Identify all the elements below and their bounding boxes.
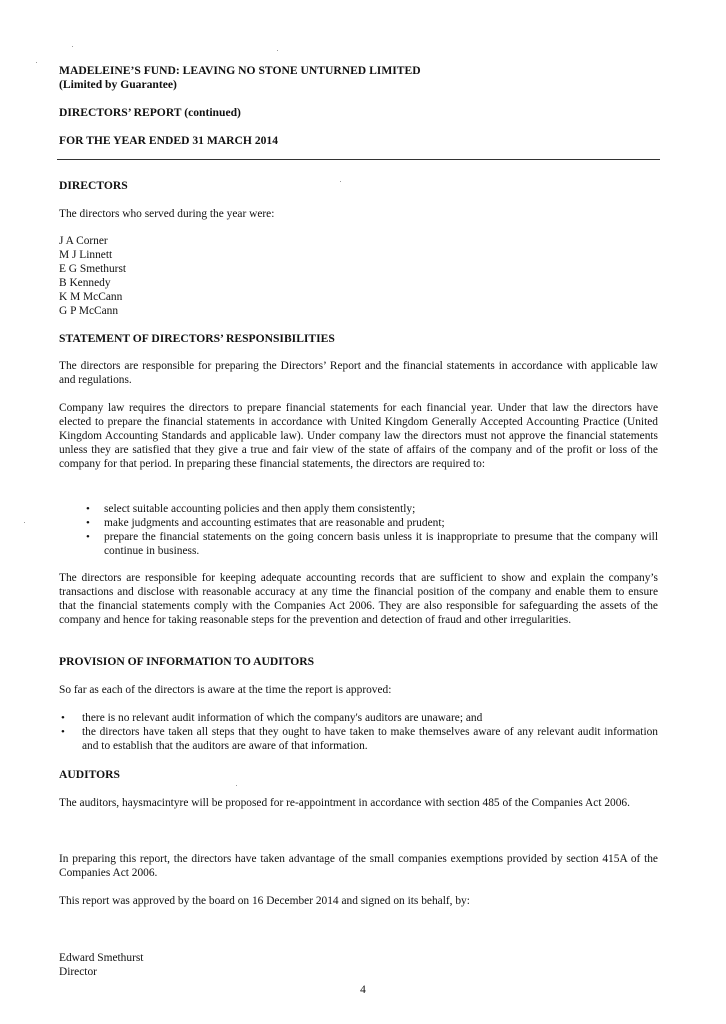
responsibilities-heading: STATEMENT OF DIRECTORS’ RESPONSIBILITIES xyxy=(59,332,335,345)
bullet-item xyxy=(86,502,658,516)
bullet-icon: • xyxy=(86,503,90,515)
provision-intro: So far as each of the directors is aware at the time the report is approved: xyxy=(59,684,392,696)
company-type: (Limited by Guarantee) xyxy=(59,78,177,91)
scan-speck xyxy=(72,46,73,47)
bullet-text: make judgments and accounting estimates that are reasonable and prudent; xyxy=(104,517,445,529)
company-name: MADELEINE’S FUND: LEAVING NO STONE UNTURNED LIMITED xyxy=(59,64,421,77)
bullet-icon: • xyxy=(61,712,65,724)
bullet-text: prepare the financial statements on the going concern basis unless it is inappropriate to presume that the company will continue in business. xyxy=(104,531,658,557)
responsibilities-bullet-list xyxy=(86,502,658,558)
bullet-item xyxy=(59,711,658,725)
bullet-item xyxy=(86,530,658,558)
bullet-text: there is no relevant audit information of which the company's auditors are unaware; and xyxy=(82,712,483,724)
approval-text: This report was approved by the board on 16 December 2014 and signed on its behalf, by: xyxy=(59,895,470,907)
scan-speck xyxy=(24,522,25,523)
bullet-text: the directors have taken all steps that they ought to have taken to make themselves aware of any relevant audit information and to establish that the auditors are aware of that information. xyxy=(82,726,658,752)
directors-intro: The directors who served during the year were: xyxy=(59,208,275,220)
report-title: DIRECTORS’ REPORT (continued) xyxy=(59,106,241,119)
directors-heading: DIRECTORS xyxy=(59,179,128,192)
responsibilities-paragraph-3: The directors are responsible for keeping adequate accounting records that are sufficient to show and explain the company’s transactions and disclose with reasonable accuracy at any time the financial position of the company and enable them to ensure that the financial statements comply with the Companies Act 2006. They are also responsible for safeguarding the assets of the company and hence for taking reasonable steps for the prevention and detection of fraud and other irregularities. xyxy=(59,572,658,626)
responsibilities-paragraph-1: The directors are responsible for preparing the Directors’ Report and the financial statements in accordance with applicable law and regulations. xyxy=(59,360,658,386)
bullet-icon: • xyxy=(86,531,90,543)
auditors-heading: AUDITORS xyxy=(59,768,120,781)
signatory-name: Edward Smethurst xyxy=(59,952,144,964)
bullet-text: select suitable accounting policies and then apply them consistently; xyxy=(104,503,416,515)
bullet-item xyxy=(86,516,658,530)
scan-speck xyxy=(340,181,341,182)
director-name: E G Smethurst xyxy=(59,263,127,275)
signatory-role: Director xyxy=(59,966,97,978)
director-name: K M McCann xyxy=(59,291,123,303)
directors-list xyxy=(59,234,658,318)
provision-bullet-list xyxy=(59,711,658,753)
director-name: B Kennedy xyxy=(59,277,111,289)
exemptions-text: In preparing this report, the directors have taken advantage of the small companies exemptions provided by section 415A of the Companies Act 2006. xyxy=(59,853,658,879)
director-name: M J Linnett xyxy=(59,249,113,261)
director-name: G P McCann xyxy=(59,305,119,317)
report-period: FOR THE YEAR ENDED 31 MARCH 2014 xyxy=(59,134,279,147)
header-divider xyxy=(57,159,660,160)
director-name: J A Corner xyxy=(59,235,108,247)
scan-speck xyxy=(236,785,237,786)
bullet-icon: • xyxy=(86,517,90,529)
bullet-item xyxy=(59,725,658,753)
responsibilities-paragraph-2: Company law requires the directors to prepare financial statements for each financial year. Under that law the directors have elected to prepare the financial statements in accordance with United Kingdom Generally Accepted Accounting Practice (United Kingdom Accounting Standards and applicable law). Under company law the directors must not approve the financial statements unless they are satisfied that they give a true and fair view of the state of affairs of the company and of the profit or loss of the company for that period. In preparing these financial statements, the directors are required to: xyxy=(59,402,658,470)
page-number: 4 xyxy=(360,984,366,996)
scan-speck xyxy=(36,62,37,63)
bullet-icon: • xyxy=(61,726,65,738)
scan-speck xyxy=(277,50,278,51)
provision-heading: PROVISION OF INFORMATION TO AUDITORS xyxy=(59,655,315,668)
auditors-text: The auditors, haysmacintyre will be proposed for re-appointment in accordance with section 485 of the Companies Act 2006. xyxy=(59,797,630,809)
